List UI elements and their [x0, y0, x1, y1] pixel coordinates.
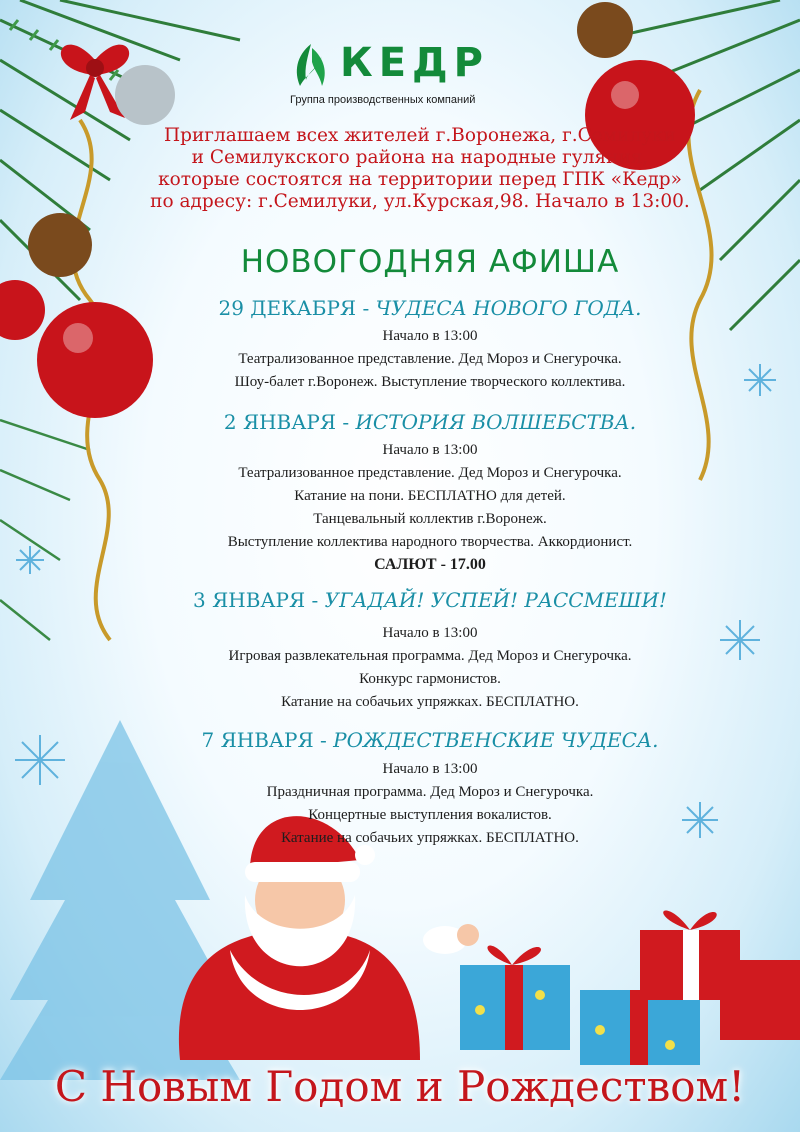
- event-title: [100, 588, 760, 612]
- invitation-line: которые состоятся на территории перед ГПК «Кедр»: [158, 169, 682, 190]
- invitation-line: по адресу: г.Семилуки, ул.Курская,98. Начало в 13:00.: [150, 191, 690, 212]
- poster-title: НОВОГОДНЯЯ АФИША: [240, 244, 620, 280]
- event-title: [100, 296, 760, 320]
- event-date: 7 ЯНВАРЯ: [201, 728, 314, 752]
- event-separator: -: [305, 588, 325, 612]
- event-name: РОЖДЕСТВЕНСКИЕ ЧУДЕСА.: [333, 728, 659, 752]
- fir-branches-left: [0, 420, 90, 640]
- event-detail: Театрализованное представление. Дед Мороз и Снегурочка.: [238, 465, 622, 481]
- event-name: УГАДАЙ! УСПЕЙ! РАССМЕШИ!: [324, 588, 667, 612]
- event-start-time: Начало в 13:00: [382, 761, 478, 777]
- event-detail: Театрализованное представление. Дед Мороз и Снегурочка.: [238, 351, 622, 367]
- invitation-line: и Семилукского района на народные гуляния,: [191, 147, 649, 168]
- event-detail: Выступление коллектива народного творчества. Аккордионист.: [227, 534, 633, 550]
- event-detail: Праздничная программа. Дед Мороз и Снегурочка.: [266, 784, 594, 800]
- event-detail: Конкурс гармонистов.: [359, 671, 501, 687]
- event-separator: -: [313, 728, 334, 752]
- holiday-greeting: С Новым Годом и Рождеством!: [54, 1062, 746, 1111]
- event-name: ИСТОРИЯ ВОЛШЕБСТВА.: [355, 410, 637, 434]
- gift-boxes: [460, 911, 800, 1065]
- invitation-text: [100, 125, 740, 213]
- event-detail: Катание на собачьих упряжках. БЕСПЛАТНО.: [281, 694, 579, 710]
- event-detail: Танцевальный коллектив г.Воронеж.: [313, 511, 547, 527]
- event-detail: Катание на пони. БЕСПЛАТНО для детей.: [294, 488, 566, 504]
- event-detail: Шоу-балет г.Воронеж. Выступление творческого коллектива.: [234, 374, 626, 390]
- event-date: 2 ЯНВАРЯ: [223, 410, 336, 434]
- event-title: [100, 728, 760, 752]
- fireworks-time: САЛЮТ - 17.00: [374, 556, 486, 573]
- event-title: [100, 410, 760, 434]
- event-detail: Концертные выступления вокалистов.: [308, 807, 552, 823]
- company-logo: [288, 38, 528, 110]
- event-separator: -: [336, 410, 356, 434]
- event-detail: Игровая развлекательная программа. Дед Мороз и Снегурочка.: [228, 648, 632, 664]
- logo-tagline: Группа производственных компаний: [290, 94, 476, 106]
- event-name: ЧУДЕСА НОВОГО ГОДА.: [375, 296, 642, 320]
- event-separator: -: [356, 296, 376, 320]
- event-detail: Катание на собачьих упряжках. БЕСПЛАТНО.: [281, 830, 579, 846]
- invitation-line: Приглашаем всех жителей г.Воронежа, г.Семилуки: [163, 125, 676, 146]
- event-start-time: Начало в 13:00: [382, 328, 478, 344]
- cedar-tree-icon: [288, 42, 334, 88]
- santa-claus-illustration: [179, 816, 479, 1060]
- event-start-time: Начало в 13:00: [382, 625, 478, 641]
- logo-name: КЕДР: [340, 40, 489, 86]
- event-date: 3 ЯНВАРЯ: [193, 588, 306, 612]
- event-date: 29 ДЕКАБРЯ: [218, 296, 357, 320]
- event-start-time: Начало в 13:00: [382, 442, 478, 458]
